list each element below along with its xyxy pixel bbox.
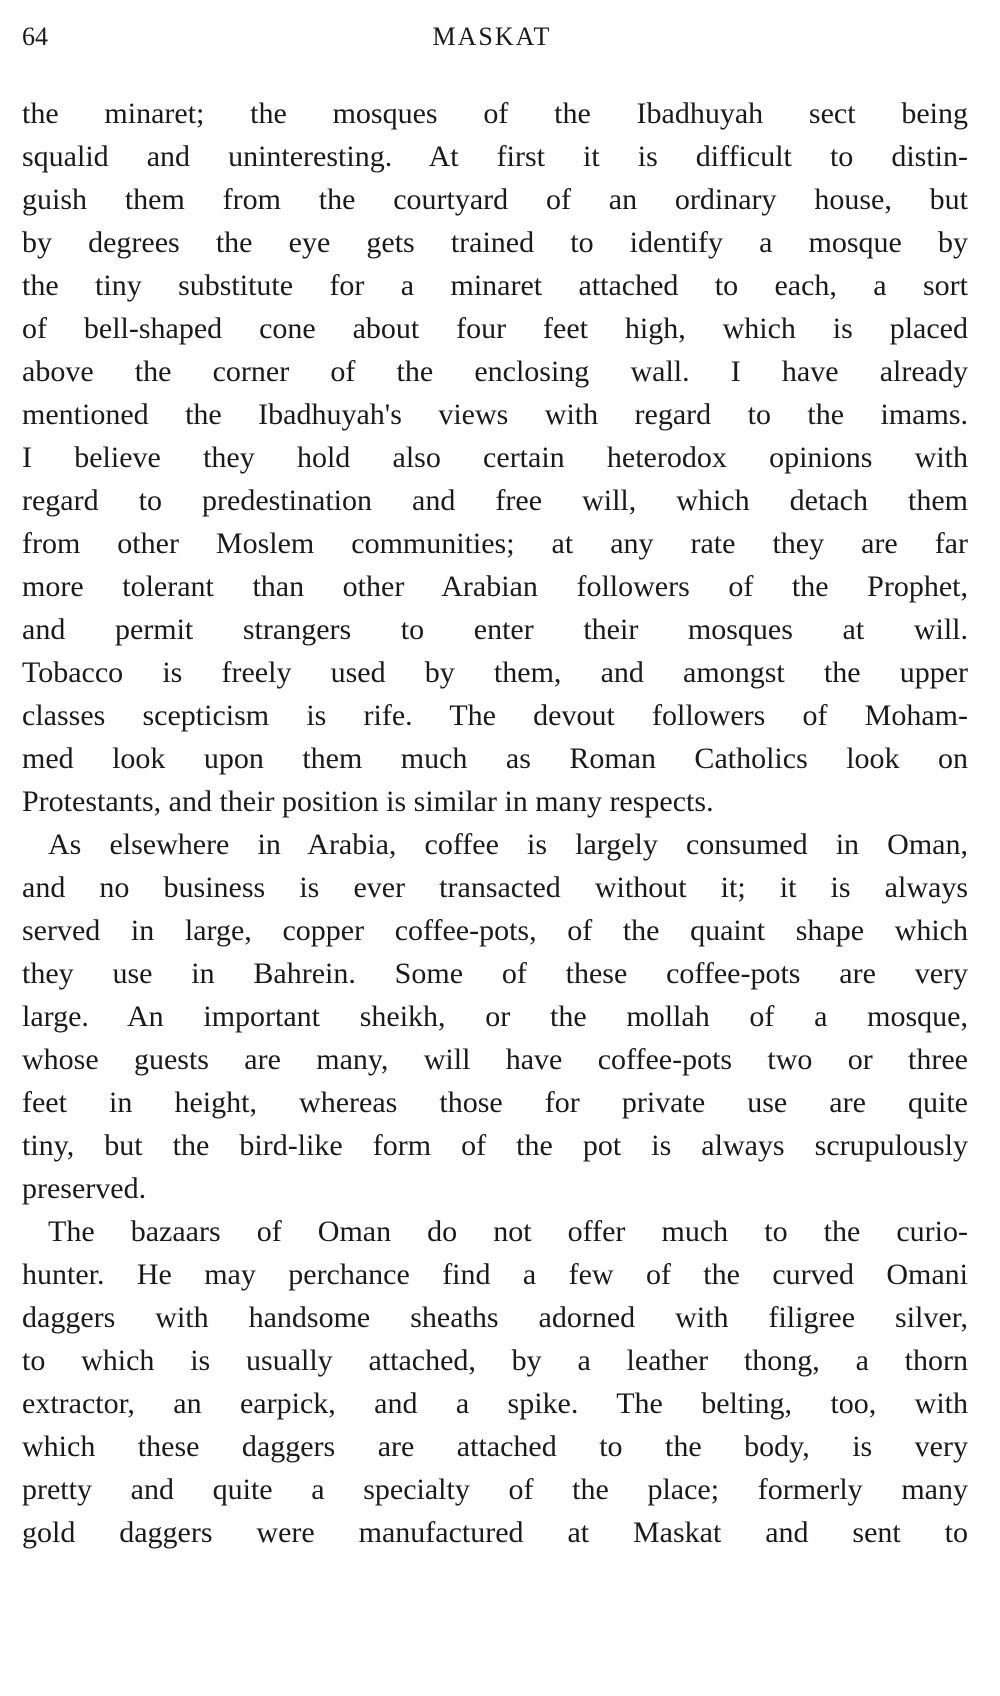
text-line: classes scepticism is rife. The devout followers of Moham-	[22, 699, 968, 732]
page-header	[22, 22, 962, 58]
text-line: above the corner of the enclosing wall. I have already	[22, 355, 968, 388]
text-line: guish them from the courtyard of an ordinary house, but	[22, 183, 968, 216]
text-line: squalid and uninteresting. At first it is difficult to distin-	[22, 140, 968, 173]
text-line: Tobacco is freely used by them, and amongst the upper	[22, 656, 968, 689]
text-line: I believe they hold also certain heterodox opinions with	[22, 441, 968, 474]
text-line: daggers with handsome sheaths adorned with filigree silver,	[22, 1301, 968, 1334]
text-line: and no business is ever transacted without it; it is always	[22, 871, 968, 904]
text-line: preserved.	[22, 1172, 147, 1205]
text-line: gold daggers were manufactured at Maskat and sent to	[22, 1516, 968, 1549]
text-line: whose guests are many, will have coffee-pots two or three	[22, 1043, 968, 1076]
text-line: the minaret; the mosques of the Ibadhuyah sect being	[22, 97, 968, 130]
body-text	[22, 92, 968, 1554]
text-line: As elsewhere in Arabia, coffee is largely consumed in Oman,	[48, 828, 968, 861]
text-line: to which is usually attached, by a leather thong, a thorn	[22, 1344, 968, 1377]
text-line: regard to predestination and free will, which detach them	[22, 484, 968, 517]
paragraph-3	[22, 1210, 968, 1554]
text-line: Protestants, and their position is similar in many respects.	[22, 785, 714, 818]
text-line: tiny, but the bird-like form of the pot is always scrupulously	[22, 1129, 968, 1162]
page-number: 64	[22, 22, 48, 51]
text-line: extractor, an earpick, and a spike. The belting, too, with	[22, 1387, 968, 1420]
text-line: The bazaars of Oman do not offer much to the curio-	[48, 1215, 968, 1248]
text-line: from other Moslem communities; at any rate they are far	[22, 527, 968, 560]
text-line: pretty and quite a specialty of the place; formerly many	[22, 1473, 968, 1506]
text-line: of bell-shaped cone about four feet high, which is placed	[22, 312, 968, 345]
text-line: by degrees the eye gets trained to identify a mosque by	[22, 226, 968, 259]
running-title: MASKAT	[432, 22, 552, 51]
text-line: the tiny substitute for a minaret attached to each, a sort	[22, 269, 968, 302]
text-line: which these daggers are attached to the body, is very	[22, 1430, 968, 1463]
text-line: more tolerant than other Arabian followers of the Prophet,	[22, 570, 968, 603]
text-line: med look upon them much as Roman Catholics look on	[22, 742, 968, 775]
text-line: they use in Bahrein. Some of these coffee-pots are very	[22, 957, 968, 990]
text-line: hunter. He may perchance find a few of the curved Omani	[22, 1258, 968, 1291]
text-line: large. An important sheikh, or the mollah of a mosque,	[22, 1000, 968, 1033]
text-line: served in large, copper coffee-pots, of the quaint shape which	[22, 914, 968, 947]
text-line: and permit strangers to enter their mosques at will.	[22, 613, 968, 646]
paragraph-1	[22, 92, 968, 823]
paragraph-2	[22, 823, 968, 1210]
text-line: feet in height, whereas those for private use are quite	[22, 1086, 968, 1119]
text-line: mentioned the Ibadhuyah's views with regard to the imams.	[22, 398, 968, 431]
